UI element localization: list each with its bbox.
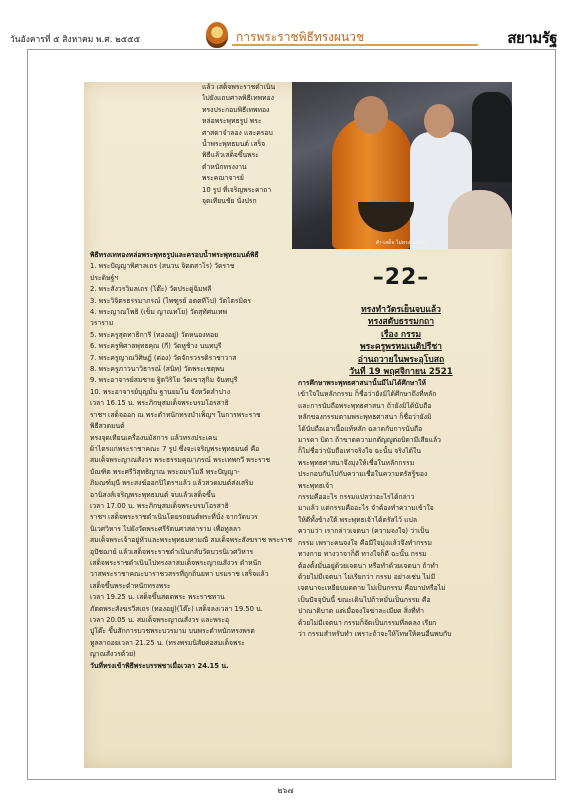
text-line: ให้ดีทั้งข้างใต้ พระพุทธเจ้าได้ตรัสไว้ แปล (298, 515, 418, 524)
text-line: 1. พระปัญญาพิศาลเถร (สนวน จิตตสาโร) วัดราช (90, 262, 235, 271)
left-top-column (202, 82, 300, 207)
text-line: 9. พระอาจารย์สมชาย ฐิตวิริโย วัดเขาสุกิม จันทบุรี (90, 376, 238, 385)
text-line: วาสพระราชาคณะบาราชวสรรที่ถูกถิ่นยทา บรมราช เสร็จแล้ว (90, 570, 269, 579)
page-number: ๒๖๗ (277, 786, 294, 795)
text-line: วันที่ทรงเข้าพิธีพระบรรพชาเมื่อเวลา 24.15 น. (90, 661, 229, 670)
photo-caption: สำ-เสด็จ ไม่ทรงโฉมพระ (375, 240, 429, 246)
text-line: เป็นปัจจุบันนี้ ขณะเดินไปถ้าหมั่นเป็นกรรม คือ (298, 595, 431, 604)
text-line: ผ้าไตรแก่พระราชาคณะ 7 รูป ซึ่งจะเจริญพระพุทธมนต์ คือ (90, 444, 260, 453)
text-line: เสด็จพระราชดำเนินไปทรงลาสมเด็จพระญาณสังวร ตำหนัก (90, 558, 262, 567)
text-line: ความว่า เรากล่าวเจตนา (ความจงใจ) ว่าเป็น (298, 527, 430, 536)
text-line: จุดเทียนชัย นั่งปรก (202, 197, 257, 206)
text-line: เจตนาจะเหยียบมดตาย ไม่เป็นกรรม คือบาปหรือไม่ (298, 584, 446, 593)
header-section-title: การพระราชพิธีทรงผนวช (236, 30, 365, 44)
title-line: อ่านถวายในพระอุโบสถ (357, 354, 445, 365)
text-line: มารดา บิดา ถ้าขาดความกตัญญูต่อบิดามีเสียแล้ว (298, 436, 441, 445)
photo-monk-robe (332, 116, 412, 249)
title-line: ทรงทำวัตรเย็นจบแล้ว (361, 305, 441, 315)
text-line: ปาณาติบาต แต่เมื่อจงใจฆ่าละเมียด สิ่งที่ทำ (298, 607, 424, 616)
photo-figure (472, 92, 512, 182)
text-line: 5. พระครูสุตทาธิการี (ทองอยู่) วัดหนองหอย (90, 330, 219, 339)
text-line: เสด็จขึ้นพระตำหนักทรงพระ (90, 581, 171, 590)
text-line: 4. พระญาณโพธิ (เข็ม ญาณทโย) วัดสุทัศนเทพ (90, 308, 227, 317)
text-line: เวลา 16.15 น. พระภิกษุสมเด็จพระบรมโอรสาธิ (90, 399, 229, 408)
text-line: ทูลลาถอยเวลา 21.25 น. (ทรงพรมนิสัยต่อสมเด็จพระ (90, 638, 245, 647)
text-line: สมเด็จพระญาณสังวร พระธรรมคุณาภรณ์ พระเทพกวี พระราช (90, 456, 271, 465)
title-line: พระครูพรหมเนติปรีชา (360, 342, 442, 353)
text-line: อุปัชฌาย์ แล้วเสด็จพระราชดำเนินกลับวัดบวรนิเวศวิหาร (90, 547, 254, 556)
text-line: เวลา 20.05 น. สมเด็จพระญาณสังวร และพระอุ (90, 616, 230, 624)
text-line: เข้าใจในหลักกรรม ก็ชื่อว่ายังมิได้ศึกษาถึงที่หลัก (298, 390, 437, 399)
header-rule (232, 44, 478, 46)
text-line: ญาณสังวรด้วย) (90, 650, 136, 659)
text-line: พิธีแล้วเสด็จขึ้นพระ (202, 151, 259, 160)
text-line: ไปยังแถบศาลพิธีเทพทอง (202, 94, 274, 103)
text-line: กรรมคืออะไร กรรมแปลว่าอะไรได้กล่าว (298, 493, 415, 502)
text-line: พระพุทธศาสนาจึงมุ่งให้เชื่อในหลักกรรม (298, 458, 415, 467)
text-line: ต้องตั้งมั่นอยู่ด้วยเจตนา หรือทำด้วยเจตนา ถ้าทำ (298, 561, 439, 570)
text-line: อานิสงส์เจริญพระพุทธมนต์ จบแล้วเสด็จขึ้น (90, 490, 216, 499)
text-line: ทรงจุดเทียนเครื่องนมัสการ แล้วทรงประเคน (90, 433, 218, 442)
photo-official-head (424, 104, 454, 138)
text-line: ว่า กรรมสำหรับทำ เพราะถ้าจะให้โทษให้คนอื่นพบกับ (298, 629, 452, 638)
article-body (298, 378, 506, 640)
text-line: 10. พระอาจารย์บุญมั่น ฐานยมโน จังหวัดลำปาง (90, 387, 231, 396)
text-line: ด้วยไม่มีเจตนา ไม่เรียกว่า กรรม อย่างเช่น ไม่มี (298, 572, 436, 581)
title-line: เรื่อง กรรม (380, 329, 421, 340)
text-line: ราชฯ เสด็จพระราชดำเนินโดยรถยนต์พระที่นั่ง จากวัดบวร (90, 513, 258, 522)
brand-logo: สยามรัฐ (507, 29, 557, 47)
text-line: เวลา 19.25 น. เสด็จขึ้นสดดพระ พระราชทาน (90, 593, 225, 602)
text-line: ทรงประกอบพิธีเทพทอง (202, 105, 270, 114)
text-line: ประกอบกันไปกับความเชื่อในความตรัสรู้ของ (298, 470, 428, 479)
photo-monk-head (354, 96, 388, 134)
text-line: 8. พระครูภาวนาวิธารณ์ (สนิท) วัดพระเชตุพน (90, 365, 225, 374)
text-line: 7. พระครูญาณวิศิษฏ์ (ต่อง) วัดจักรวรรดิราชาวาส (90, 353, 237, 362)
royal-portrait-emblem-icon (206, 22, 228, 48)
text-line: ตำหนักทรงงาน (202, 162, 247, 171)
text-line: แล้ว เสด็จพระราชดำเนิน (202, 83, 276, 91)
text-line: วราราม (90, 319, 114, 328)
header-date: วันอังคารที่ ๕ สิงหาคม พ.ศ. ๒๕๕๕ (10, 35, 141, 45)
text-line: นิเวศวิหาร ไปยังวัดพระศรีรัตนศาสดาราม เพื่อทูลลา (90, 524, 241, 533)
text-line: สมเด็จพระเจ้าอยู่หัวและพระพุทธมหามณี สมเด็จพระสังฆราช พระราช (90, 536, 293, 545)
page-header (0, 0, 571, 52)
text-line: พิธีสวดมนต์ (90, 422, 125, 431)
text-line: น้ำพระพุทธมนต์ เสร็จ (202, 140, 266, 149)
text-line: 2. พระสังวรวิมลเถร (โต๊ะ) วัดประดู่ฉิมพลี (90, 285, 212, 294)
text-line: และการนับถือพระพุทธศาสนา ถ้ายังมิได้นับถือ (298, 401, 432, 410)
text-line: พิธีทรงเททองหล่อพระพุทธรูปและครอบน้ำพระพุทธมนต์พิธี (90, 251, 259, 259)
title-line: วันที่ 19 พฤศจิกายน 2521 (349, 367, 453, 378)
text-line: ประดิษฐ์ฯ (90, 273, 119, 282)
ceremony-photo (292, 82, 512, 249)
text-line: ทางกาย ทางวาจาก็ดี ทางใจก็ดี ฉะนั้น กรรม (298, 550, 427, 559)
text-line: ภัตตพระสังฆรวีสเถร (ทองอยู่)(โต๊ะ) เสด็จลงเวลา 19.50 น. (90, 604, 263, 613)
text-line: เวลา 17.00 น. พระภิกษุสมเด็จพระบรมโอรสาธิ (90, 501, 229, 510)
left-column-body (90, 250, 294, 672)
text-line: 10 รูป ที่เจริญพระคาถา (202, 185, 272, 194)
text-line: 3. พระวิจิตรธรรมาภรณ์ (ไพฑูรย์ อตตทีโป) วัดไตรมิตร (90, 296, 252, 305)
text-line: ก็ไม่ชื่อว่านับถือเท่าจริงใจ ฉะนั้น จริงได้ใน (298, 447, 422, 456)
text-line: หล่อพระพุทธรูป พระ (202, 117, 262, 126)
article-title (298, 304, 504, 378)
text-line: พระคณาจารย์ (202, 174, 244, 183)
text-line: ศาสดาจำลอง และครอบ (202, 128, 273, 137)
text-line: ด้วยไม่มีเจตนา กรรมก็จัดเป็นกรรมที่ลดลง เรียก (298, 618, 437, 627)
text-line: ราชฯ เสด็จออก ณ พระตำหนักทรงบำเพ็ญฯ ในการพระราช (90, 410, 261, 419)
text-line: มาแล้ว แต่กรรมคืออะไร จำต้องทำความเข้าใจ (298, 504, 434, 513)
scanned-article (84, 82, 512, 768)
text-line: บัณฑิต พระศรีวิสุทธิญาณ พระอมรโมลี พระปัญญา- (90, 467, 240, 476)
text-line: การศึกษาพระพุทธศาสนานั้นมีไม่ได้ศึกษาให้ (298, 379, 426, 387)
title-line: ทรงสดับธรรมกถา (367, 317, 435, 328)
text-line: หลักของกรรมตามพระพุทธศาสนา ก็ชื่อว่ายังมิ (298, 413, 432, 422)
text-line: ภิมณฑ์มุนี พระสงฆ์ออกปิไตรฯแล้ว แล้วสวดมนต์ส่งเสริม (90, 479, 254, 488)
text-line: พระพุทธเจ้า (298, 481, 334, 490)
text-line: กรรม เพราะคนจงใจ คือมีใจมุ่งแล้วจึงทำกรรม (298, 538, 433, 547)
chapter-number: –22– (372, 265, 430, 290)
text-line: ปูโต๊ะ ขึ้นสักการบวชพระบวรมาม บนพระตำหนักทรงพรต (90, 627, 255, 636)
text-line: ได้นับถือเอาเนื้อแท้หลัก ฉลาดกับการนับถือ (298, 424, 423, 433)
text-line: 6. พระครูพิศาลพุทธคุณ (กี) วัดหูช้าง นนทบุรี (90, 342, 222, 351)
